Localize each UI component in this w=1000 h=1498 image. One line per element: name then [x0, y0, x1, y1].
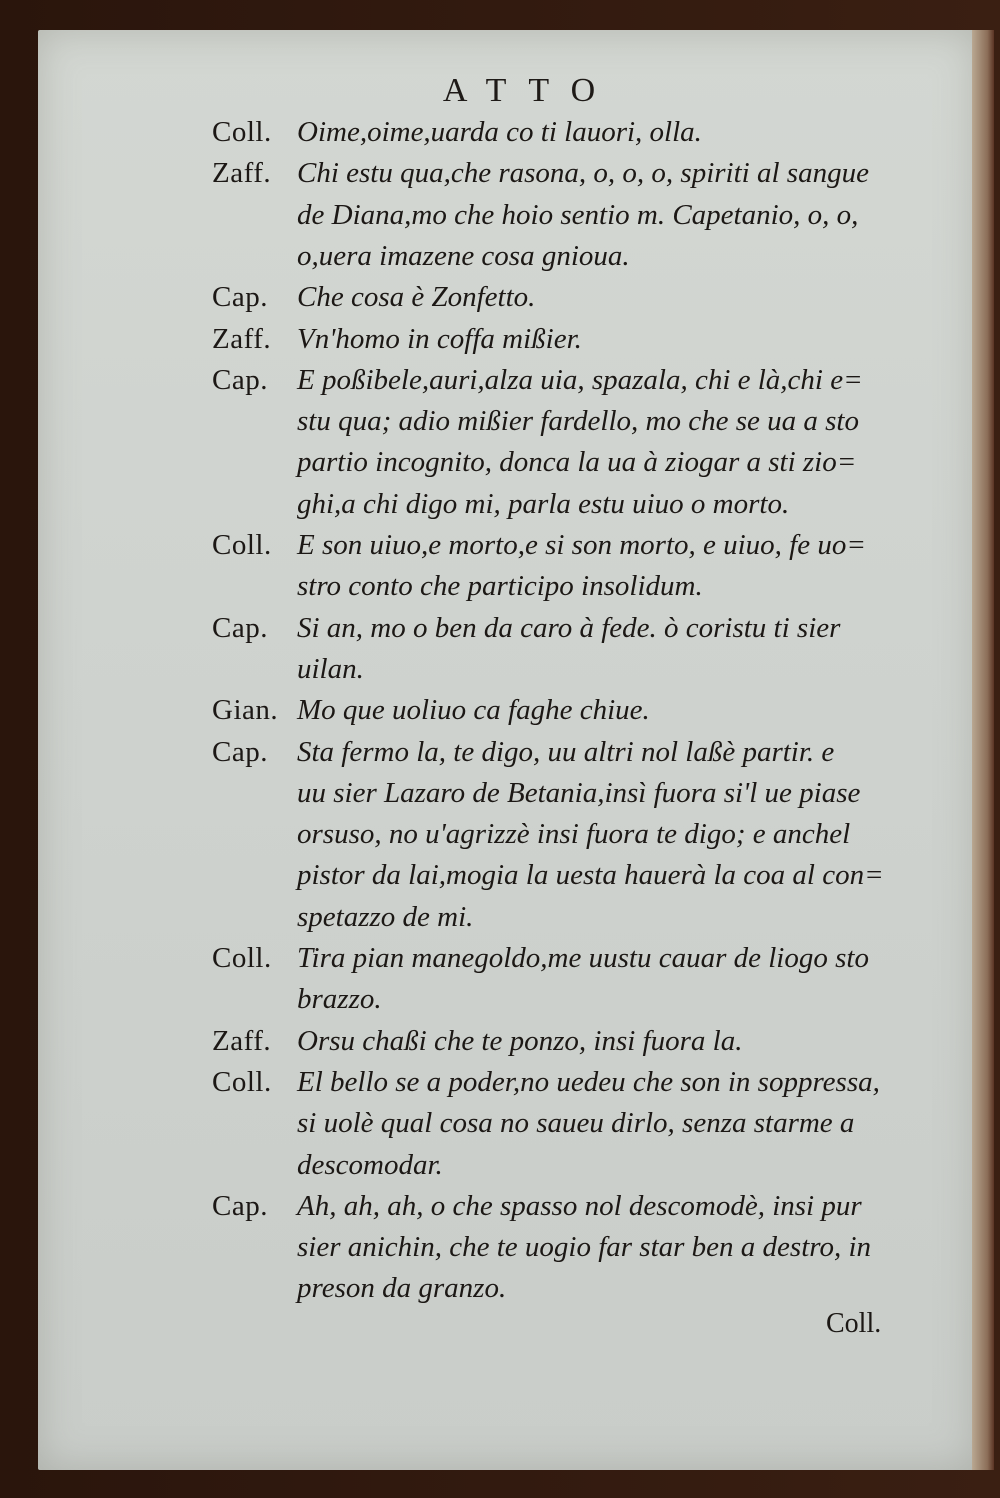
- line-text: descomodar.: [297, 1148, 443, 1181]
- line-text: stu qua; adio mißier fardello, mo che se ua a sto: [297, 405, 859, 438]
- catchword: Coll.: [826, 1308, 882, 1339]
- dialogue-line: [0, 566, 1000, 606]
- line-text: Chi estu qua,che rasona, o, o, o, spiriti al sangue: [297, 157, 869, 190]
- line-text: uilan.: [297, 652, 364, 685]
- dialogue-line: [0, 649, 1000, 689]
- line-text: stro conto che participo insolidum.: [297, 570, 703, 603]
- line-text: Che cosa è Zonfetto.: [297, 281, 536, 314]
- dialogue-line: [0, 1145, 1000, 1185]
- dialogue-line: [0, 1062, 1000, 1102]
- line-text: pistor da lai,mogia la uesta hauerà la coa al con=: [297, 859, 884, 892]
- dialogue-line: [0, 484, 1000, 524]
- dialogue-line: [0, 1021, 1000, 1061]
- speaker-name: Coll.: [212, 1065, 272, 1098]
- line-text: de Diana,mo che hoio sentio m. Capetanio, o, o,: [297, 198, 859, 231]
- speaker-name: Cap.: [212, 735, 268, 768]
- dialogue-line: [0, 401, 1000, 441]
- speaker-name: Cap.: [212, 611, 268, 644]
- speaker-name: Gian.: [212, 694, 279, 727]
- speaker-name: Coll.: [212, 942, 272, 974]
- speaker-name: Zaff.: [212, 322, 272, 355]
- dialogue-line: [0, 855, 1000, 895]
- speaker-name: Zaff.: [212, 157, 272, 190]
- line-text: preson da granzo.: [297, 1272, 507, 1305]
- line-text: partio incognito, donca la ua à ziogar a sti zio=: [297, 446, 857, 479]
- line-text: brazzo.: [297, 983, 382, 1016]
- dialogue-line: [0, 608, 1000, 648]
- dialogue-line: [0, 1227, 1000, 1267]
- speaker-name: Cap.: [212, 1189, 268, 1222]
- line-text: Vn'homo in coffa mißier.: [297, 322, 582, 355]
- dialogue-line: [0, 1103, 1000, 1143]
- dialogue-line: [0, 360, 1000, 400]
- line-text: spetazzo de mi.: [297, 900, 474, 933]
- dialogue-line: [0, 112, 1000, 152]
- line-text: E son uiuo,e morto,e si son morto, e uiuo, fe uo=: [297, 529, 866, 561]
- dialogue-line: [0, 195, 1000, 235]
- speaker-name: Zaff.: [212, 1024, 272, 1057]
- dialogue-line: [0, 897, 1000, 937]
- dialogue-line: [0, 814, 1000, 854]
- dialogue-line: [0, 442, 1000, 482]
- line-text: Oime,oime,uarda co ti lauori, olla.: [297, 116, 702, 148]
- line-text: Sta fermo la, te digo, uu altri nol laßè partir. e: [297, 735, 835, 768]
- dialogue-line: [0, 690, 1000, 730]
- line-text: ghi,a chi digo mi, parla estu uiuo o morto.: [297, 487, 790, 520]
- line-text: Tira pian manegoldo,me uustu cauar de liogo sto: [297, 942, 869, 974]
- running-header: ATTO: [442, 72, 618, 109]
- dialogue-line: [0, 319, 1000, 359]
- line-text: E poßibele,auri,alza uia, spazala, chi e là,chi e=: [297, 363, 863, 396]
- dialogue-line: [0, 979, 1000, 1019]
- line-text: sier anichin, che te uogio far star ben a destro, in: [297, 1231, 872, 1264]
- line-text: Mo que uoliuo ca faghe chiue.: [297, 694, 650, 727]
- dialogue-line: [0, 938, 1000, 978]
- speaker-name: Cap.: [212, 281, 268, 314]
- dialogue-line: [0, 525, 1000, 565]
- speaker-name: Cap.: [212, 363, 268, 396]
- line-text: El bello se a poder,no uedeu che son in soppressa,: [297, 1065, 880, 1098]
- line-text: uu sier Lazaro de Betania,insì fuora si'l ue piase: [297, 776, 861, 809]
- speaker-name: Coll.: [212, 116, 272, 148]
- dialogue-line: [0, 773, 1000, 813]
- dialogue-line: [0, 236, 1000, 276]
- line-text: orsuso, no u'agrizzè insi fuora te digo; e anchel: [297, 818, 851, 851]
- dialogue-line: [0, 1186, 1000, 1226]
- line-text: Orsu chaßi che te ponzo, insi fuora la.: [297, 1024, 743, 1057]
- speaker-name: Coll.: [212, 529, 272, 561]
- dialogue-line: [0, 1268, 1000, 1308]
- dialogue-line: [0, 277, 1000, 317]
- line-text: si uolè qual cosa no saueu dirlo, senza starme a: [297, 1107, 855, 1140]
- line-text: o,uera imazene cosa gnioua.: [297, 239, 630, 272]
- line-text: Ah, ah, ah, o che spasso nol descomodè, insi pur: [297, 1189, 862, 1222]
- dialogue-line: [0, 153, 1000, 193]
- dialogue-line: [0, 732, 1000, 772]
- line-text: Si an, mo o ben da caro à fede. ò coristu ti sier: [297, 611, 841, 644]
